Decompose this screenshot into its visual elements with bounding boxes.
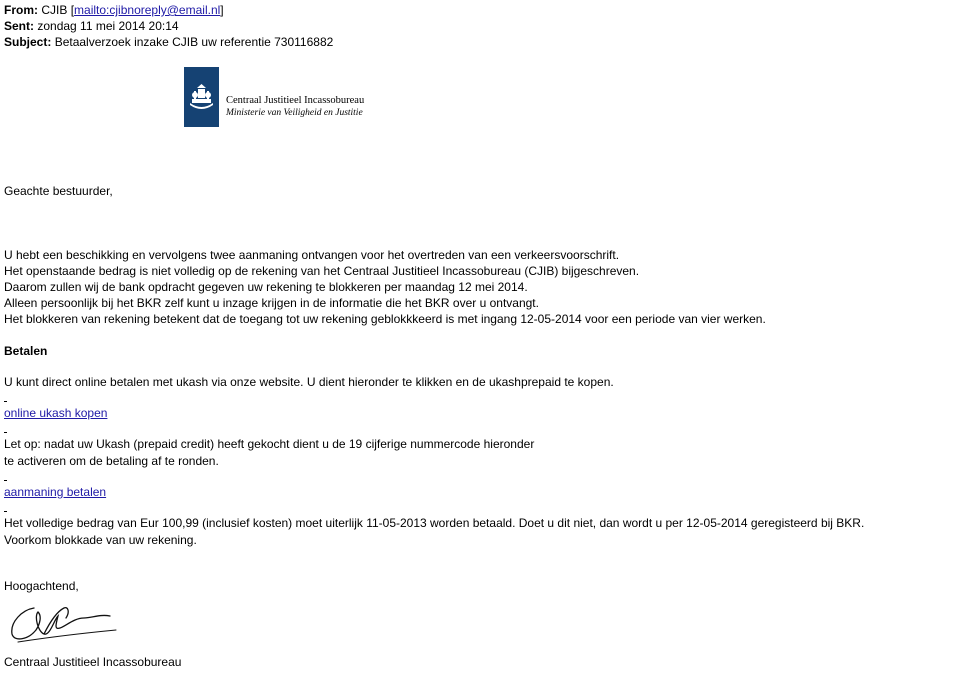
sender-name: Centraal Justitieel Incassobureau bbox=[4, 655, 182, 669]
subject-label: Subject: bbox=[4, 35, 52, 49]
from-bracket-open: [ bbox=[70, 3, 75, 17]
paragraph-line-4: Alleen persoonlijk bij het BKR zelf kunt u inzage krijgen in de informatie die het BKR over u ontvangt. bbox=[4, 296, 539, 310]
separator-dash bbox=[4, 432, 7, 433]
separator-dash bbox=[4, 480, 7, 481]
logo-text bbox=[226, 94, 364, 119]
heading-betalen: Betalen bbox=[4, 344, 48, 358]
from-email-link[interactable]: mailto:cjibnoreply@email.nl bbox=[74, 3, 221, 17]
crest-icon bbox=[184, 67, 219, 127]
from-name: CJIB bbox=[41, 3, 68, 17]
signature-icon bbox=[4, 598, 124, 648]
final-line-2: Voorkom blokkade van uw rekening. bbox=[4, 533, 197, 547]
sent-label: Sent: bbox=[4, 19, 34, 33]
separator-dash bbox=[4, 401, 7, 402]
note-line-2: te activeren om de betaling af te ronden. bbox=[4, 454, 219, 468]
sent-row bbox=[4, 19, 179, 34]
link-online-ukash[interactable]: online ukash kopen bbox=[4, 406, 108, 420]
separator-dash bbox=[4, 511, 7, 512]
note-line-1: Let op: nadat uw Ukash (prepaid credit) heeft gekocht dient u de 19 cijferige nummercode hieronder bbox=[4, 437, 535, 451]
logo-ministry-name: Ministerie van Veiligheid en Justitie bbox=[226, 108, 363, 118]
sent-value: zondag 11 mei 2014 20:14 bbox=[37, 19, 179, 33]
subject-value: Betaalverzoek inzake CJIB uw referentie 730116882 bbox=[54, 35, 334, 49]
pay-intro: U kunt direct online betalen met ukash via onze website. U dient hieronder te klikken en de ukashprepaid te kopen. bbox=[4, 375, 614, 389]
logo-crest-box bbox=[184, 67, 219, 127]
subject-row bbox=[4, 35, 333, 50]
from-label: From: bbox=[4, 3, 38, 17]
greeting: Geachte bestuurder, bbox=[4, 184, 113, 198]
paragraph-line-2: Het openstaande bedrag is niet volledig op de rekening van het Centraal Justitieel Incassobureau (CJIB) bijgeschreven. bbox=[4, 264, 640, 278]
final-line-1: Het volledige bedrag van Eur 100,99 (inclusief kosten) moet uiterlijk 11-05-2013 worden betaald. Doet u dit niet, dan wordt u per 12-05-2014 geregisteerd bij BKR. bbox=[4, 516, 865, 530]
logo-org-name: Centraal Justitieel Incassobureau bbox=[226, 95, 365, 106]
paragraph-line-5: Het blokkeren van rekening betekent dat de toegang tot uw rekening geblokkkeerd is met ingang 12-05-2014 voor een periode van vier werken. bbox=[4, 312, 766, 326]
paragraph-line-3: Daarom zullen wij de bank opdracht gegeven uw rekening te blokkeren per maandag 12 mei 2014. bbox=[4, 280, 528, 294]
closing: Hoogachtend, bbox=[4, 579, 79, 593]
paragraph-line-1: U hebt een beschikking en vervolgens twee aanmaning ontvangen voor het overtreden van een verkeersvoorschrift. bbox=[4, 248, 620, 262]
link-aanmaning-betalen[interactable]: aanmaning betalen bbox=[4, 485, 107, 499]
from-row bbox=[4, 3, 224, 18]
from-bracket-close: ] bbox=[220, 3, 224, 17]
